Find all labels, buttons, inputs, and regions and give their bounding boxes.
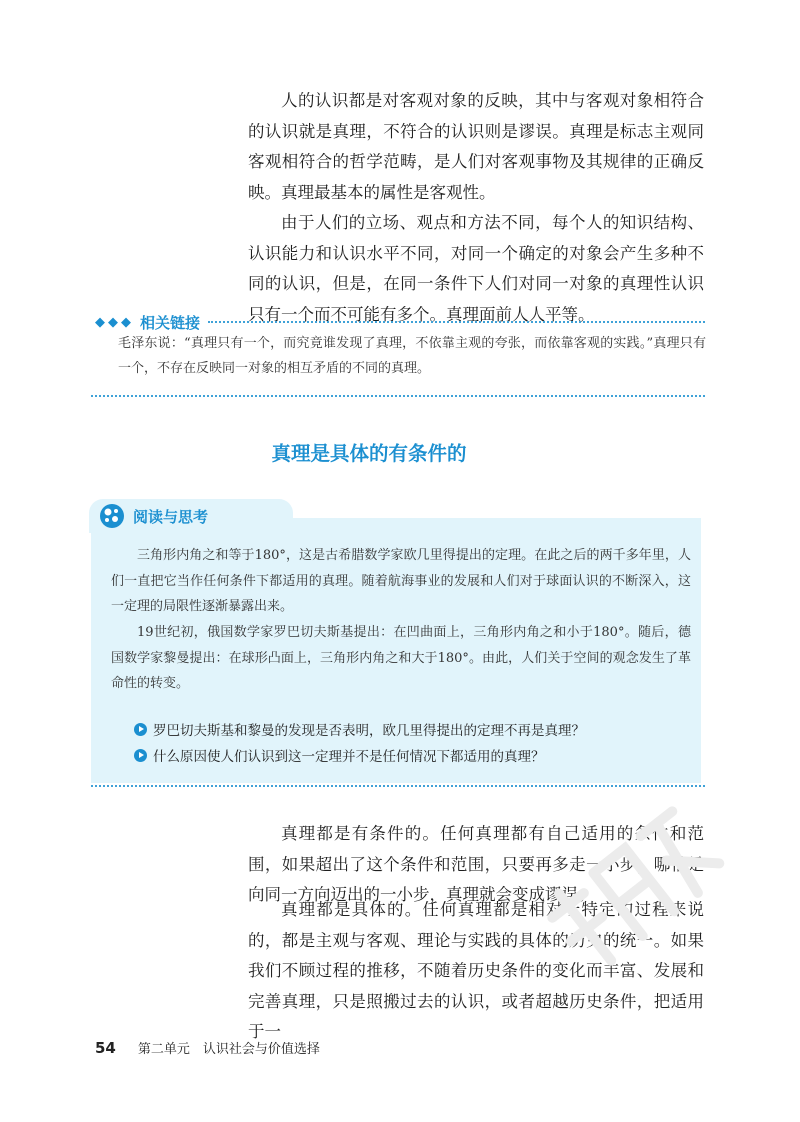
reading-paragraph-2: 19世纪初，俄国数学家罗巴切夫斯基提出：在凹曲面上，三角形内角之和小于180°。随后，德国数学家黎曼提出：在球形凸面上，三角形内角之和大于180°。由此，人们关于空间的观念发生了革命性的转变。 [111,625,691,691]
body-paragraph-1: 人的认识都是对客观对象的反映，其中与客观对象相符合的认识就是真理，不符合的认识则是谬误。真理是标志主观同客观相符合的哲学范畴，是人们对客观事物及其规律的正确反映。真理最基本的属性是客观性。 [248,91,704,202]
body-paragraph-3: 真理都是有条件的。任何真理都有自己适用的条件和范围，如果超出了这个条件和范围，只要再多走一小步，哪怕是向同一方向迈出的一小步，真理就会变成谬误。 [248,824,704,904]
question-text: 什么原因使人们认识到这一定理并不是任何情况下都适用的真理？ [153,749,545,765]
reading-paragraph-1: 三角形内角之和等于180°，这是古希腊数学家欧几里得提出的定理。在此之后的两千多年里，人们一直把它当作任何条件下都适用的真理。随着航海事业的发展和人们对于球面认识的不断深入，这一定理的局限性逐渐暴露出来。 [111,548,691,614]
page-footer [95,1038,320,1057]
question-text: 罗巴切夫斯基和黎曼的发现是否表明，欧几里得提出的定理不再是真理？ [153,723,585,739]
diamond-markers-icon: ◆◆◆ [95,314,134,330]
footer-unit-title: 第二单元 认识社会与价值选择 [137,1042,320,1057]
body-paragraph-4: 真理都是具体的。任何真理都是相对于特定的过程来说的，都是主观与客观、理论与实践的具体的历史的统一。如果我们不顾过程的推移，不随着历史条件的变化而丰富、发展和完善真理，只是照搬过去的认识，或者超越历史条件，把适用于一 [248,900,704,1041]
arrow-right-icon [134,723,147,736]
dotted-divider [91,395,705,397]
related-link-text: 毛泽东说：“真理只有一个，而究竟谁发现了真理，不依靠主观的夸张，而依靠客观的实践。”真理只有一个，不存在反映同一对象的相互矛盾的不同的真理。 [118,336,706,376]
dotted-divider [91,785,705,787]
related-link-header [95,311,705,333]
dotted-divider [208,321,705,323]
reading-globe-icon [99,503,125,529]
reading-tab-label: 阅读与思考 [133,507,209,526]
reading-question-1 [134,719,704,739]
reading-tab [89,499,293,533]
section-title: 真理是具体的有条件的 [271,442,467,465]
page-number: 54 [95,1039,116,1057]
arrow-right-icon [134,749,147,762]
body-paragraph-2: 由于人们的立场、观点和方法不同，每个人的知识结构、认识能力和认识水平不同，对同一个确定的对象会产生多种不同的认识，但是，在同一条件下人们对同一对象的真理性认识只有一个而不可能有多个。真理面前人人平等。 [248,213,704,324]
reading-question-2 [134,745,704,765]
related-link-title: 相关链接 [140,313,201,332]
